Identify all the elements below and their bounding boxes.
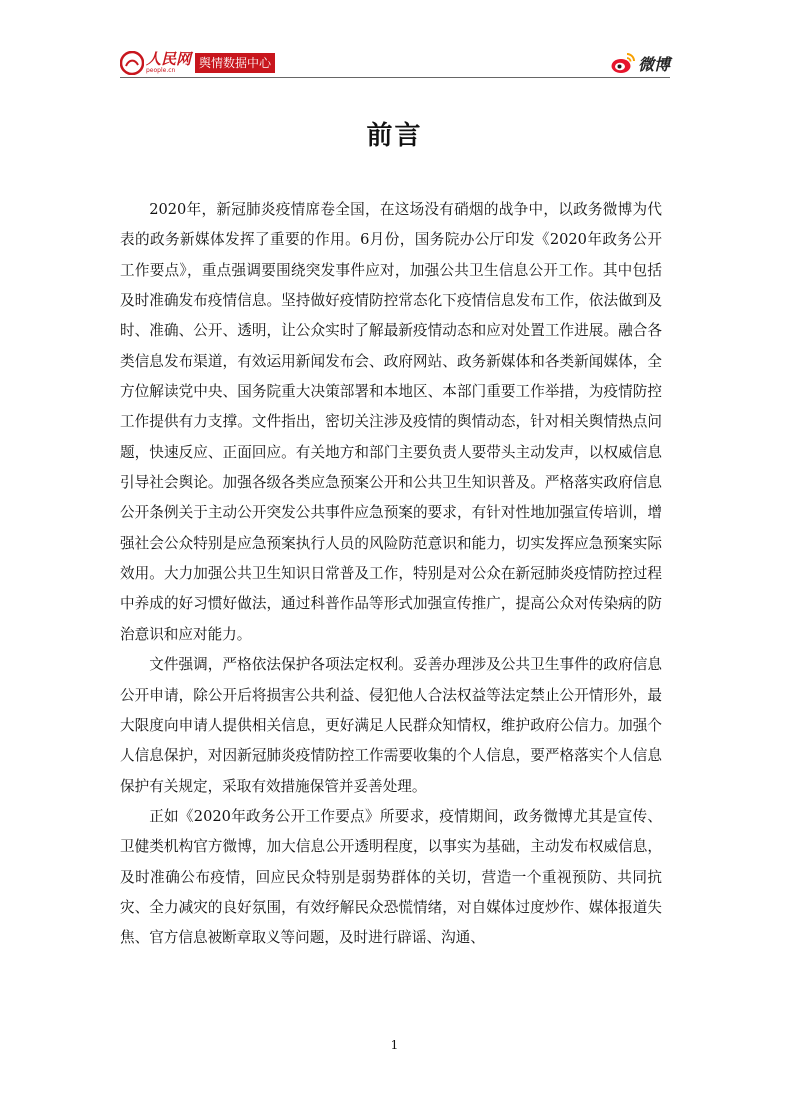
brand-right-name: 微博 (637, 54, 670, 74)
page-number: 1 (390, 1038, 399, 1052)
paragraph: 文件强调，严格依法保护各项法定权利。妥善办理涉及公共卫生事件的政府信息公开申请，除公开后将损害公共利益、侵犯他人合法权益等法定禁止公开情形外，最大限度向申请人提供相关信息，更好满足人民群众知情权，维护政府公信力。加强个人信息保护，对因新冠肺炎疫情防控工作需要收集的个人信息，要严格落实个人信息保护有关规定，采取有效措施保管并妥善处理。 (120, 656, 662, 795)
opinion-data-center-badge: 舆情数据中心 (195, 53, 275, 73)
weibo-icon (610, 51, 636, 75)
header-divider (120, 77, 670, 78)
page-header (120, 50, 670, 76)
paragraph: 2020年，新冠肺炎疫情席卷全国，在这场没有硝烟的战争中，以政务微博为代表的政务新媒体发挥了重要的作用。6月份，国务院办公厅印发《2020年政务公开工作要点》，重点强调要围绕突发事件应对，加强公共卫生信息公开工作。其中包括及时准确发布疫情信息。坚持做好疫情防控常态化下疫情信息发布工作，依法做到及时、准确、公开、透明，让公众实时了解最新疫情动态和应对处置工作进展。融合各类信息发布渠道，有效运用新闻发布会、政府网站、政务新媒体和各类新闻媒体，全方位解读党中央、国务院重大决策部署和本地区、本部门重要工作举措，为疫情防控工作提供有力支撑。文件指出，密切关注涉及疫情的舆情动态，针对相关舆情热点问题，快速反应、正面回应。有关地方和部门主要负责人要带头主动发声，以权威信息引导社会舆论。加强各级各类应急预案公开和公共卫生知识普及。严格落实政府信息公开条例关于主动公开突发公共事件应急预案的要求，有针对性地加强宣传培训，增强社会公众特别是应急预案执行人员的风险防范意识和能力，切实发挥应急预案实际效用。大力加强公共卫生知识日常普及工作，特别是对公众在新冠肺炎疫情防控过程中养成的好习惯好做法，通过科普作品等形式加强宣传推广，提高公众对传染病的防治意识和应对能力。 (120, 201, 662, 643)
people-daily-wordmark (146, 52, 191, 74)
brand-left-url: people.cn (146, 67, 176, 74)
people-daily-emblem-icon (120, 51, 144, 75)
document-body (120, 195, 662, 954)
brand-left-name: 人民网 (146, 50, 192, 68)
page-title: 前言 (366, 121, 423, 151)
people-daily-logo (120, 50, 275, 76)
weibo-logo (610, 50, 670, 76)
paragraph: 正如《2020年政务公开工作要点》所要求，疫情期间，政务微博尤其是宣传、卫健类机构官方微博，加大信息公开透明程度，以事实为基础，主动发布权威信息，及时准确公布疫情，回应民众特别是弱势群体的关切，营造一个重视预防、共同抗灾、全力减灾的良好氛围，有效纾解民众恐慌情绪，对自媒体过度炒作、媒体报道失焦、官方信息被断章取义等问题，及时进行辟谣、沟通、 (120, 807, 662, 947)
